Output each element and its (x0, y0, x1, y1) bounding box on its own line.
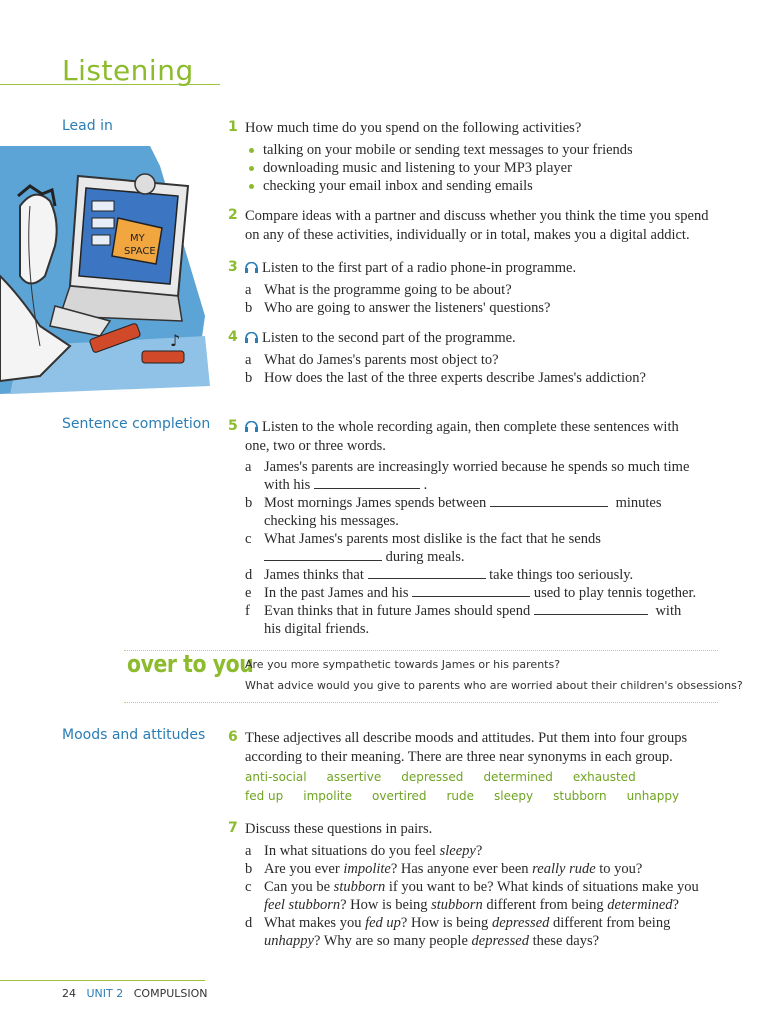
sign-line-1: MY (130, 233, 145, 244)
answer-blank[interactable] (314, 476, 420, 489)
over-to-you-q1: Are you more sympathetic towards James or his parents? (245, 658, 561, 671)
q6-number: 6 (228, 729, 238, 745)
answer-blank[interactable] (264, 548, 382, 561)
item-letter: a (245, 282, 252, 298)
headphones-icon (245, 421, 258, 432)
q3-items (245, 281, 725, 317)
q3-number: 3 (228, 259, 238, 275)
item-letter: a (245, 459, 252, 475)
q5-items (245, 458, 725, 638)
item-letter: a (245, 843, 252, 859)
q5-stem (245, 418, 679, 436)
svg-text:♪: ♪ (170, 331, 181, 350)
bullet-item: checking your email inbox and sending emails (245, 177, 725, 195)
item-text: checking his messages. (264, 513, 399, 529)
answer-blank[interactable] (368, 566, 486, 579)
computer-user-illustration (0, 146, 212, 394)
section-lead-in: Lead in (62, 118, 113, 134)
item-letter: e (245, 585, 252, 601)
item-letter: c (245, 531, 252, 547)
item-letter: c (245, 879, 252, 895)
item-text: feel stubborn? How is being stubborn different from being determined? (264, 897, 679, 913)
adjective: stubborn (553, 789, 607, 803)
footer-rule (0, 980, 205, 981)
q2-number: 2 (228, 207, 238, 223)
q3-stem (245, 259, 576, 277)
item-text: What makes you fed up? How is being depressed different from being (264, 915, 671, 931)
q4-items (245, 351, 725, 387)
answer-blank[interactable] (490, 494, 608, 507)
adjective: impolite (303, 789, 353, 803)
adjective: fed up (245, 789, 284, 803)
item-text: during meals. (264, 548, 465, 566)
adjective-row-2 (245, 789, 699, 803)
q2-line2: on any of these activities, individually or in total, makes you a digital addict. (245, 227, 690, 243)
item-letter: a (245, 352, 252, 368)
answer-blank[interactable] (412, 584, 530, 597)
q4-stem (245, 329, 516, 347)
q5-line1: Listen to the whole recording again, then complete these sentences with (262, 419, 679, 435)
answer-blank[interactable] (534, 602, 648, 615)
item-text: Who are going to answer the listeners' questions? (264, 300, 551, 316)
over-to-you-q2: What advice would you give to parents who are worried about their children's obsessions? (245, 679, 743, 692)
unit-label: UNIT 2 (86, 987, 124, 1000)
adjective: assertive (326, 770, 382, 784)
item-text: How does the last of the three experts describe James's addiction? (264, 370, 646, 386)
item-letter: b (245, 495, 253, 511)
bullet-item: talking on your mobile or sending text messages to your friends (245, 141, 725, 159)
item-text: his digital friends. (264, 621, 370, 637)
over-to-you-label: over to you (127, 650, 254, 678)
footer (62, 987, 208, 1000)
page-number: 24 (62, 987, 76, 1000)
q4-text: Listen to the second part of the programme. (262, 330, 516, 346)
q4-number: 4 (228, 329, 238, 345)
adjective: anti-social (245, 770, 307, 784)
item-text: What is the programme going to be about? (264, 282, 512, 298)
item-text: What do James's parents most object to? (264, 352, 499, 368)
adjective: determined (483, 770, 553, 784)
item-text: In the past James and his used to play tennis together. (264, 585, 697, 601)
item-text: James's parents are increasingly worried because he spends so much time (264, 459, 690, 475)
q3-text: Listen to the first part of a radio phone-in programme. (262, 260, 577, 276)
section-moods: Moods and attitudes (62, 727, 206, 743)
q7-number: 7 (228, 820, 238, 836)
item-letter: d (245, 567, 253, 583)
q5-line2: one, two or three words. (245, 438, 386, 454)
item-text: Can you be stubborn if you want to be? What kinds of situations make you (264, 879, 699, 895)
item-text: unhappy? Why are so many people depressed these days? (264, 933, 600, 949)
over-to-you-bottom-rule (124, 702, 718, 703)
item-text: In what situations do you feel sleepy? (264, 843, 483, 859)
item-text: What James's parents most dislike is the fact that he sends (264, 531, 601, 547)
q7-text: Discuss these questions in pairs. (245, 821, 433, 837)
adjective: depressed (401, 770, 464, 784)
adjective-row-1 (245, 770, 656, 784)
q2-line1: Compare ideas with a partner and discuss whether you think the time you spend (245, 208, 709, 224)
item-text: James thinks that take things too seriously. (264, 567, 634, 583)
q1-number: 1 (228, 119, 238, 135)
headphones-icon (245, 262, 258, 273)
bullet-item: downloading music and listening to your MP3 player (245, 159, 725, 177)
item-text: Evan thinks that in future James should spend with (264, 603, 682, 619)
item-letter: b (245, 370, 253, 386)
adjective: unhappy (626, 789, 680, 803)
adjective: sleepy (494, 789, 534, 803)
adjective: overtired (372, 789, 427, 803)
unit-topic: COMPULSION (133, 987, 208, 1000)
q5-number: 5 (228, 418, 238, 434)
sign-line-2: SPACE (124, 246, 156, 257)
item-letter: b (245, 861, 253, 877)
q1-text: How much time do you spend on the following activities? (245, 120, 582, 136)
illustration (0, 146, 212, 394)
item-letter: b (245, 300, 253, 316)
q1-bullets (245, 141, 725, 195)
section-sentence-completion: Sentence completion (62, 416, 211, 432)
q6-line1: These adjectives all describe moods and attitudes. Put them into four groups (245, 730, 688, 746)
item-text: with his . (264, 477, 428, 493)
item-text: Are you ever impolite? Has anyone ever been really rude to you? (264, 861, 643, 877)
page-title: Listening (62, 54, 194, 87)
q7-items (245, 842, 725, 950)
q6-line2: according to their meaning. There are three near synonyms in each group. (245, 749, 673, 765)
item-text: Most mornings James spends between minutes (264, 495, 662, 511)
item-letter: d (245, 915, 253, 931)
adjective: rude (446, 789, 475, 803)
headphones-icon (245, 332, 258, 343)
adjective: exhausted (572, 770, 636, 784)
item-letter: f (245, 603, 250, 619)
